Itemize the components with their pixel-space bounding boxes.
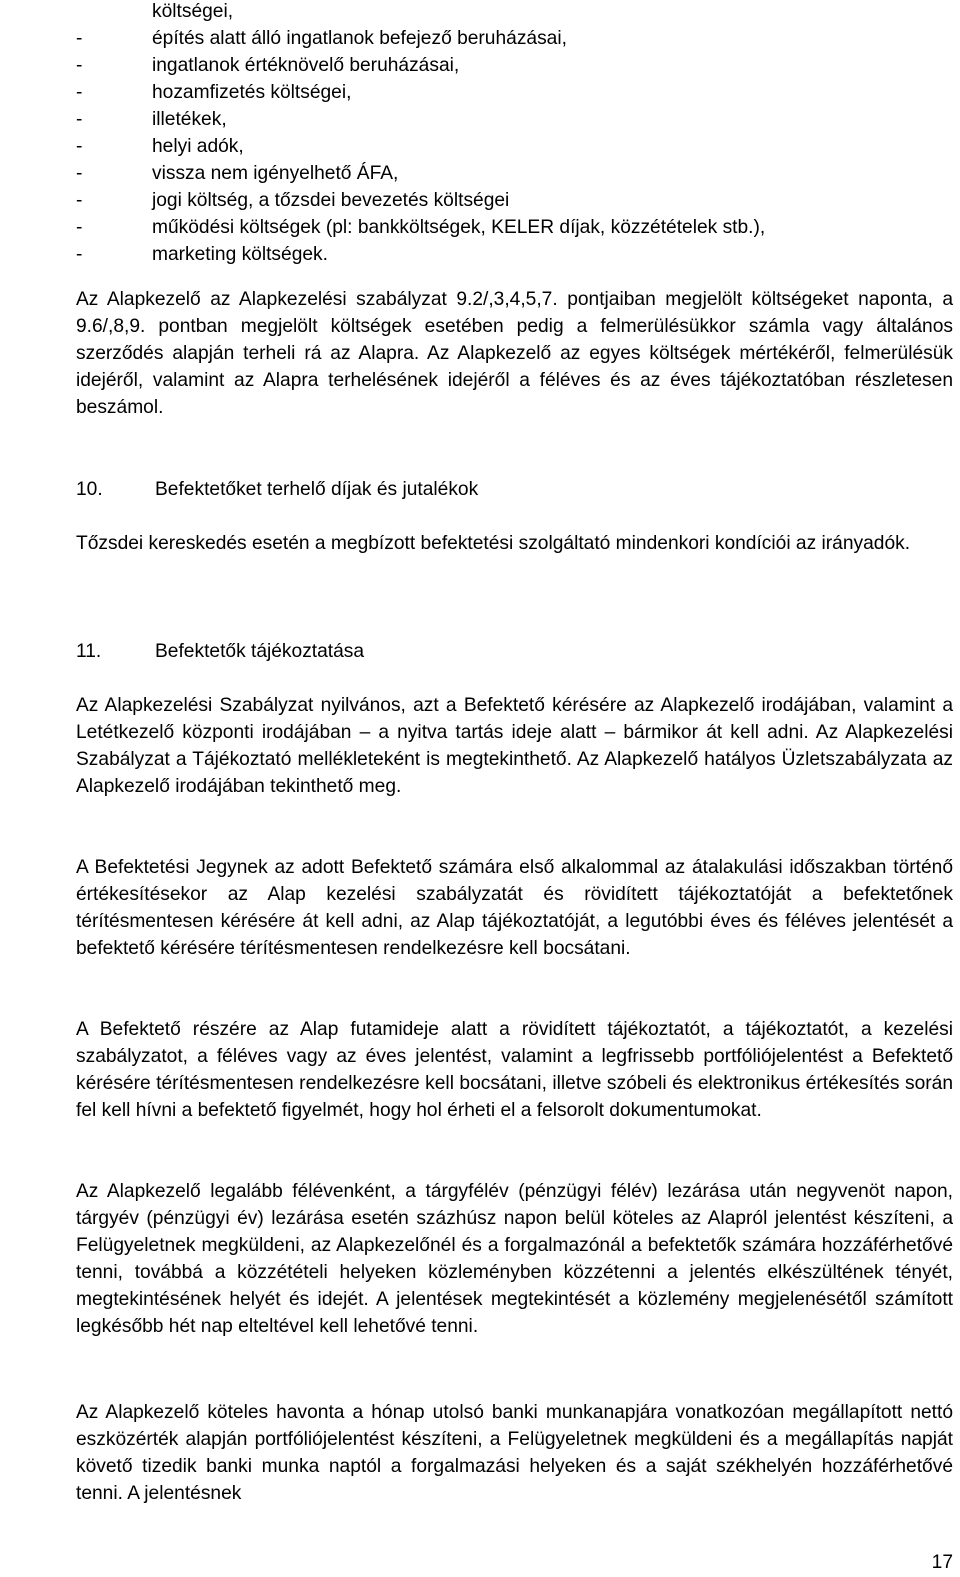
section-10-body <box>76 530 953 557</box>
section-11-paragraph-3-block <box>76 1016 953 1124</box>
list-item-text: illetékek, <box>152 109 227 130</box>
list-item <box>0 214 960 241</box>
list-item <box>0 52 960 79</box>
list-item-text: vissza nem igényelhető ÁFA, <box>152 163 399 184</box>
list-dash: - <box>76 136 83 157</box>
page-number: 17 <box>931 1552 953 1573</box>
list-item-text: ingatlanok értéknövelő beruházásai, <box>152 55 460 76</box>
list-item-text: építés alatt álló ingatlanok befejező beruházásai, <box>152 28 567 49</box>
section-11-paragraph: Az Alapkezelési Szabályzat nyilvános, azt a Befektető kérésére az Alapkezelő irodájában, valamint a Letétkezelő központi irodájában – a nyitva tartás ideje alatt – bármikor át kell adni. Az Alapkezelési Szabályzat a Tájékoztató mellékleteként is megtekinthető. Az Alapkezelő hatályos Üzletszabályzata az Alapkezelő irodájában tekinthető meg. <box>76 695 953 797</box>
costs-paragraph: Az Alapkezelő az Alapkezelési szabályzat 9.2/,3,4,5,7. pontjaiban megjelölt költségeket naponta, a 9.6/,8,9. pontban megjelölt költségek esetében pedig a felmerülésükkor számla vagy általános szerződés alapján terheli rá az Alapra. Az Alapkezelő az egyes költségek mértékéről, felmerülésük idejéről, valamint az Alapra terhelésének idejéről a féléves és az éves tájékoztatóban részletesen beszámol. <box>76 289 953 418</box>
section-10-heading <box>76 476 478 503</box>
list-item-text: marketing költségek. <box>152 244 328 265</box>
list-item <box>0 25 960 52</box>
costs-paragraph-block <box>76 286 953 421</box>
section-11-paragraph-2-block <box>76 854 953 962</box>
list-item <box>0 133 960 160</box>
list-dash: - <box>76 109 83 130</box>
list-dash: - <box>76 163 83 184</box>
list-dash: - <box>76 55 83 76</box>
list-item-text: helyi adók, <box>152 136 244 157</box>
section-11-heading <box>76 638 364 665</box>
section-11-paragraph: A Befektetési Jegynek az adott Befektető számára első alkalommal az átalakulási időszakban történő értékesítésekor az Alap kezelési szabályzatát és rövidített tájékoztatóját a befektetőnek térítésmentesen kérésére át kell adni, az Alap tájékoztatóját, a legutóbbi éves és féléves jelentését a befektető kérésére térítésmentesen rendelkezésre kell bocsátani. <box>76 857 953 959</box>
list-item-text: költségei, <box>152 1 234 22</box>
section-11-paragraph-4-block <box>76 1178 953 1340</box>
section-11-paragraph-1-block <box>76 692 953 800</box>
list-item-text: hozamfizetés költségei, <box>152 82 352 103</box>
section-10-paragraph: Tőzsdei kereskedés esetén a megbízott befektetési szolgáltató mindenkori kondíciói az irányadók. <box>76 533 911 554</box>
section-11-paragraph-5-block <box>76 1399 953 1507</box>
list-item <box>0 241 960 268</box>
list-item <box>0 106 960 133</box>
section-11-paragraph: A Befektető részére az Alap futamideje alatt a rövidített tájékoztatót, a tájékoztatót, a kezelési szabályzatot, a féléves vagy az éves jelentést, valamint a legfrissebb portfóliójelentést a Befektető kérésére térítésmentesen rendelkezésre kell bocsátani, illetve szóbeli és elektronikus értékesítés során fel kell hívni a befektető figyelmét, hogy hol érheti el a felsorolt dokumentumokat. <box>76 1019 953 1121</box>
list-dash: - <box>76 190 83 211</box>
section-title: Befektetőket terhelő díjak és jutalékok <box>155 479 479 500</box>
section-title: Befektetők tájékoztatása <box>155 641 365 662</box>
cost-list <box>0 0 960 268</box>
list-dash: - <box>76 82 83 103</box>
list-item-text: működési költségek (pl: bankköltségek, KELER díjak, közzétételek stb.), <box>152 217 766 238</box>
section-11-paragraph: Az Alapkezelő legalább félévenként, a tárgyfélév (pénzügyi félév) lezárása után negyvenöt napon, tárgyév (pénzügyi év) lezárása esetén százhúsz napon belül köteles az Alapról jelentést készíteni, a Felügyeletnek megküldeni, az Alapkezelőnél és a forgalmazónál a befektetők számára hozzáférhetővé tenni, továbbá a közzétételi helyeken közleményben közzétenni a jelentés elkészültének tényét, megtekintésének helyét és idejét. A jelentések megtekintését a közlemény megjelenésétől számított legkésőbb hét nap elteltével kell lehetővé tenni. <box>76 1181 953 1337</box>
list-item-text: jogi költség, a tőzsdei bevezetés költségei <box>152 190 510 211</box>
list-dash: - <box>76 28 83 49</box>
list-item <box>0 160 960 187</box>
list-item <box>0 0 960 25</box>
list-dash: - <box>76 244 83 265</box>
section-number: 11. <box>76 641 102 662</box>
list-dash: - <box>76 217 83 238</box>
section-number: 10. <box>76 479 103 500</box>
list-item <box>0 187 960 214</box>
list-item <box>0 79 960 106</box>
section-11-paragraph: Az Alapkezelő köteles havonta a hónap utolsó banki munkanapjára vonatkozóan megállapított nettó eszközérték alapján portfóliójelentést készíteni, a Felügyeletnek megküldeni és a megállapítás napját követő tizedik banki munka naptól a forgalmazási helyeken és a saját székhelyén hozzáférhetővé tenni. A jelentésnek <box>76 1402 953 1504</box>
